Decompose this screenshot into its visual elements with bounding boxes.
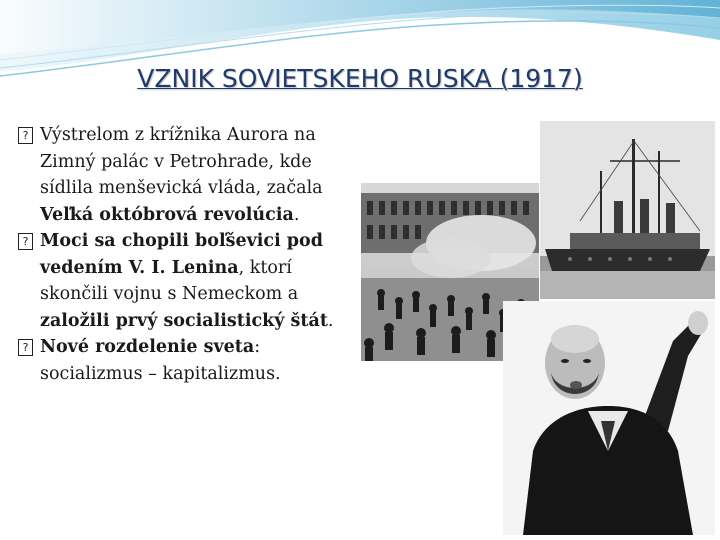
bullet-text-bold: Moci sa chopili boľševici pod vedením V. I. Lenina [40, 231, 323, 278]
bullet-marker-icon: ? [18, 127, 33, 144]
slide-title: VZNIK SOVIETSKEHO RUSKA (1917) [137, 64, 583, 93]
bullet-text: Výstrelom z krížnika Aurora na Zimný palác v Petrohrade, kde sídlila menševická vláda, začala [40, 125, 323, 198]
bullet-text-bold: Nové rozdelenie sveta [40, 337, 255, 357]
bullet-item-new-division [18, 334, 353, 387]
bullet-marker-icon: ? [18, 339, 33, 356]
bullet-text: . [293, 204, 300, 225]
bullet-text-bold: založili prvý socialistický štát [40, 310, 328, 331]
bullet-item-bolsheviks [18, 228, 353, 334]
bullet-text: . [327, 310, 334, 331]
bullet-text: : socializmus – kapitalizmus. [40, 337, 281, 384]
bullet-marker-icon: ? [18, 233, 33, 250]
bullet-list [18, 122, 353, 387]
bullet-text: , ktorí skončili vojnu s Nemeckom a [40, 257, 299, 304]
bullet-text-bold: Veľká októbrová revolúcia [40, 204, 294, 225]
aurora-cruiser-photo [540, 121, 715, 299]
bullet-item-aurora [18, 122, 353, 228]
lenin-portrait-photo [503, 301, 715, 535]
